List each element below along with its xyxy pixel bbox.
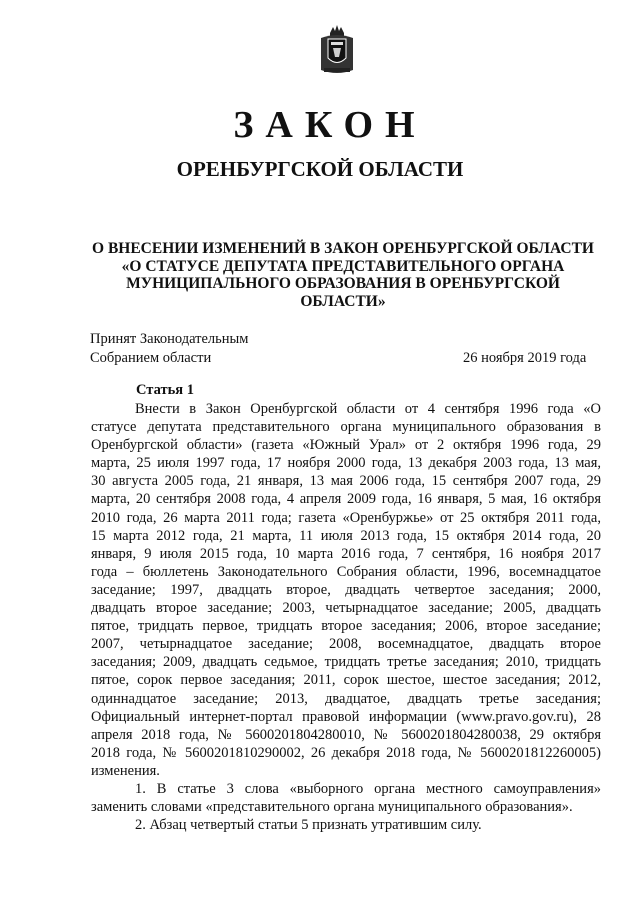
article-line: двадцать второе заседание; 2003, четырнадцатое заседание; 2005, двадцать: [91, 600, 601, 617]
point-1-line: 1. В статье 3 слова «выборного органа местного самоуправления»: [135, 780, 601, 797]
law-heading: [88, 240, 598, 310]
law-heading-line: МУНИЦИПАЛЬНОГО ОБРАЗОВАНИЯ В ОРЕНБУРГСКОЙ: [126, 275, 560, 292]
article-line: пятое, сорок первое заседания; 2011, сорок шестое, шестое заседания; 2012,: [91, 672, 601, 689]
article-line: 30 августа 2005 года, 21 января, 13 мая 2006 года, 15 сентября 2007 года, 29: [91, 473, 601, 490]
coat-of-arms-icon: [318, 24, 356, 76]
law-heading-line: ОБЛАСТИ»: [300, 292, 386, 310]
article-line: года – бюллетень Законодательного Собрания области, 1996, восемнадцатое: [91, 563, 601, 580]
document-subtitle: ОРЕНБУРГСКОЙ ОБЛАСТИ: [176, 157, 464, 181]
article-line: Внести в Закон Оренбургской области от 4 сентября 1996 года «О: [135, 401, 601, 417]
article-line: статусе депутата представительного органа муниципального образования в: [91, 419, 601, 436]
article-line: 2018 года, № 5600201810290002, 26 декабря 2018 года, № 5600201812260005): [91, 744, 601, 761]
law-heading-line: О ВНЕСЕНИИ ИЗМЕНЕНИЙ В ЗАКОН ОРЕНБУРГСКОЙ ОБЛАСТИ: [92, 240, 594, 257]
article-title: Статья 1: [136, 382, 194, 398]
article-line: Официальный интернет-портал правовой информации (www.pravo.gov.ru), 28: [91, 708, 601, 725]
article-line: 15 марта 2012 года, 21 марта, 11 июля 2013 года, 15 октября 2014 года, 20: [91, 527, 601, 544]
article-line: заседания; 2009, двадцать седьмое, тридцать третье заседания; 2010, тридцать: [91, 654, 601, 671]
point-1-line: заменить словами «представительного органа муниципального образования».: [91, 799, 573, 816]
article-line: марта, 20 сентября 2008 года, 4 апреля 2009 года, 16 января, 5 мая, 16 октября: [91, 491, 601, 508]
adoption-date: 26 ноября 2019 года: [463, 350, 587, 366]
law-heading-line: «О СТАТУСЕ ДЕПУТАТА ПРЕДСТАВИТЕЛЬНОГО ОРГАНА: [121, 257, 565, 275]
adoption-line: Собранием области: [90, 350, 212, 366]
article-body: [91, 400, 601, 834]
article-line: одиннадцатое заседание; 2013, двадцатое, двадцать третье заседания;: [91, 690, 601, 707]
document-title: ЗАКОН: [233, 104, 427, 146]
article-line: апреля 2018 года, № 5600201804280010, № 5600201804280038, 29 октября: [91, 726, 601, 743]
adoption-line: Принят Законодательным: [90, 331, 249, 347]
article-line: пятое, тридцать первое, тридцать второе заседания; 2006, второе заседание;: [91, 618, 601, 635]
article-line: 2007, четырнадцатое заседание; 2008, восемнадцатое, двадцать второе: [91, 636, 601, 653]
article-line: 2010 года, 26 марта 2011 года; газета «Оренбуржье» от 25 октября 2011 года,: [91, 509, 601, 526]
article-line: заседание; 1997, двадцать второе, двадцать четвертое заседания; 2000,: [91, 581, 601, 598]
article-line: изменения.: [91, 762, 160, 779]
article-line: марта, 25 июля 1997 года, 17 ноября 2000 года, 13 декабря 2003 года, 13 мая,: [91, 455, 601, 472]
adoption-note: [90, 330, 248, 368]
article-line: января, 9 июля 2015 года, 10 марта 2016 года, 7 сентября, 16 ноября 2017: [91, 545, 601, 562]
article-line: Оренбургской области» (газета «Южный Урал» от 2 октября 1996 года, 29: [91, 437, 601, 454]
point-2-line: 2. Абзац четвертый статьи 5 признать утратившим силу.: [135, 817, 482, 834]
